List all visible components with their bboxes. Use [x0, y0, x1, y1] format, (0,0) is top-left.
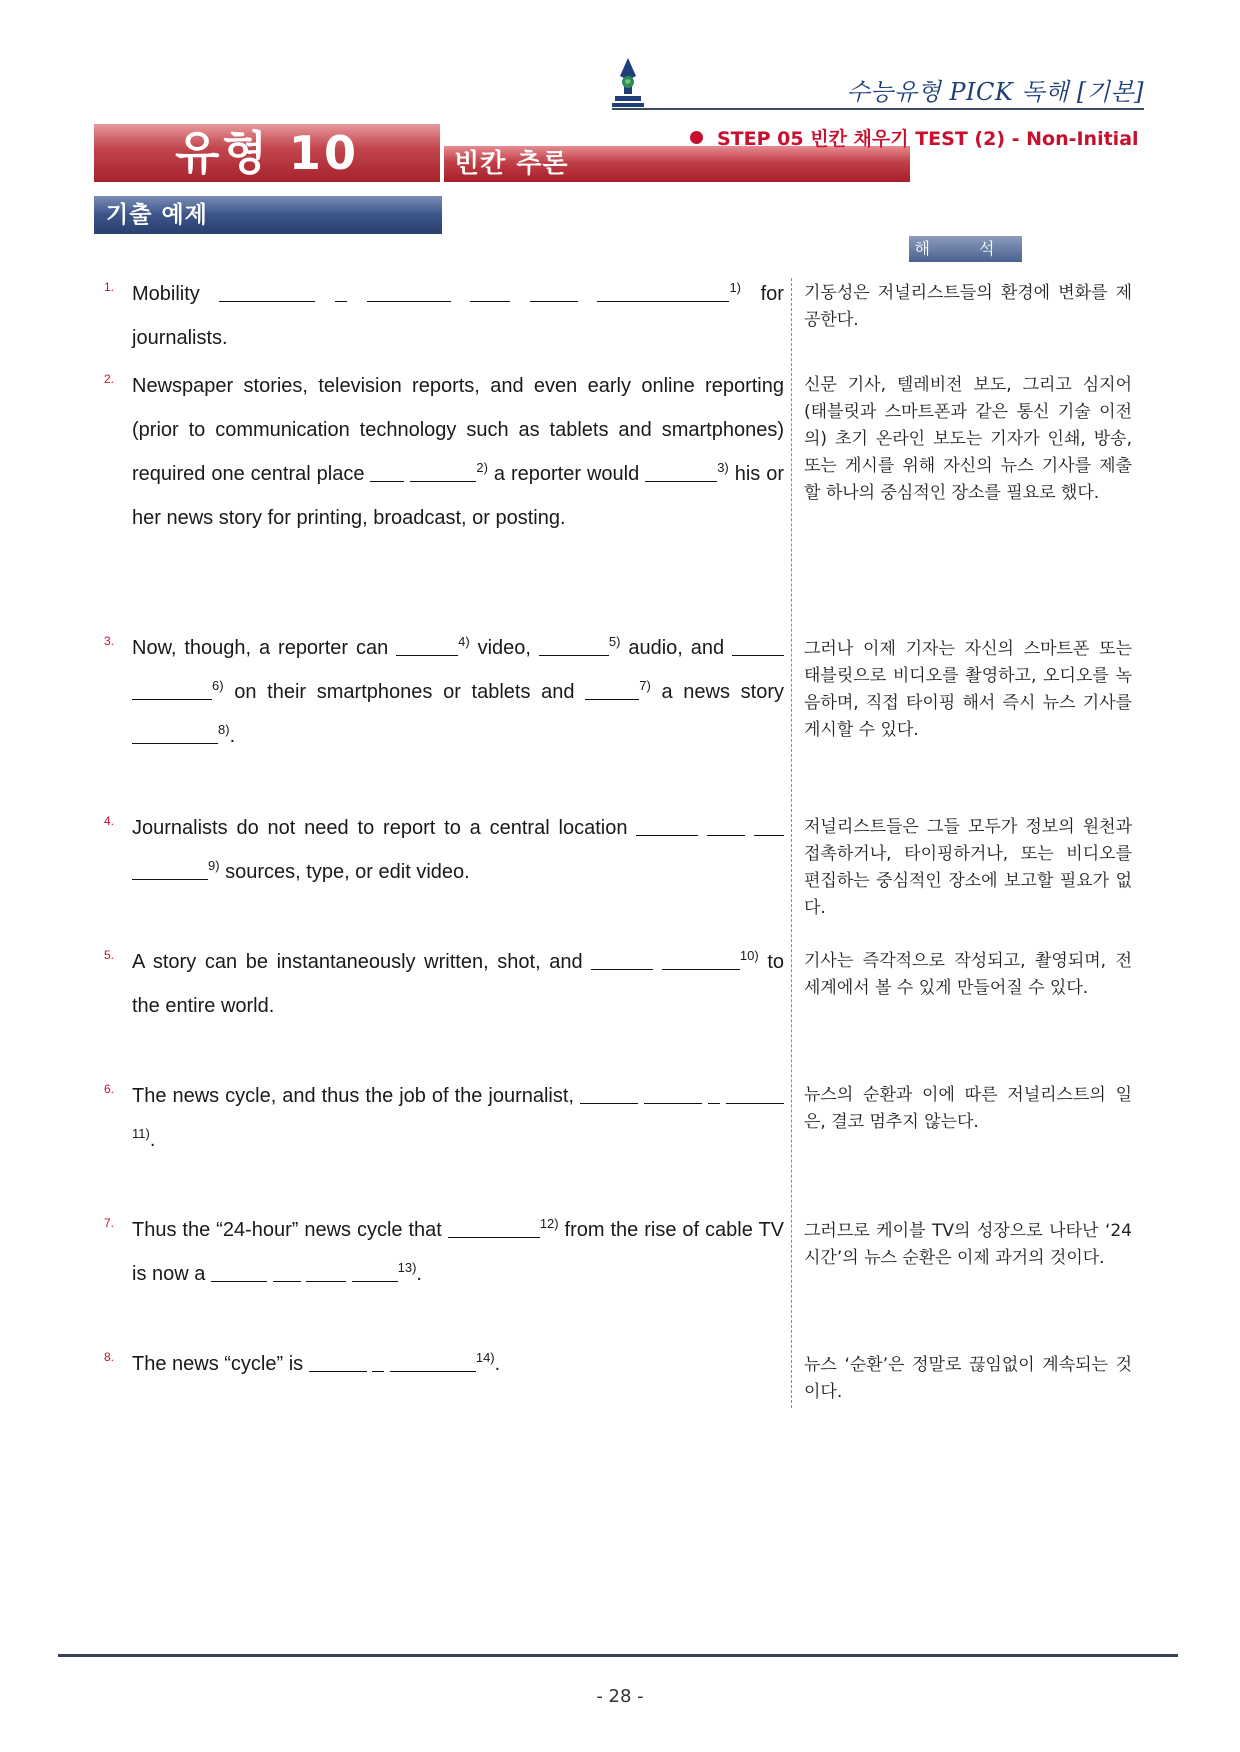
footer-rule [58, 1654, 1178, 1657]
question-text: . [149, 1129, 156, 1151]
question-8 [104, 1342, 784, 1386]
blank-number: 8) [218, 722, 230, 737]
blank[interactable] [132, 858, 208, 880]
korean-translation-6: 뉴스의 순환과 이에 따른 저널리스트의 일은, 결코 멈추지 않는다. [804, 1085, 1132, 1132]
question-3 [104, 626, 784, 758]
question-2 [104, 364, 784, 540]
step-text: STEP 05 빈칸 채우기 TEST (2) - Non-Initial [717, 128, 1139, 150]
blank[interactable] [580, 1082, 638, 1104]
blank[interactable] [372, 1350, 384, 1372]
question-text: from the rise of cable TV is now a [132, 1219, 784, 1285]
korean-translation-4: 저널리스트들은 그들 모두가 정보의 원천과 접촉하거나, 타이핑하거나, 또는 비디오를 편집하는 중심적인 장소에 보고할 필요가 없다. [804, 817, 1132, 918]
blank-number: 2) [476, 460, 488, 475]
type-title: 유형 10 [94, 124, 440, 182]
question-5 [104, 940, 784, 1028]
question-number: 3. [104, 634, 115, 648]
interpretation-label: 해 석 [909, 236, 1022, 262]
column-divider [791, 278, 792, 1408]
blank[interactable] [754, 814, 784, 836]
brand-title: 수능유형 PICK 독해 [기본] [846, 78, 1144, 106]
blank-number: 12) [539, 1216, 559, 1231]
question-text: Journalists do not need to report to a central location [132, 817, 637, 839]
blank-number: 10) [739, 948, 759, 963]
blank[interactable] [591, 948, 653, 970]
question-text: a news story [650, 681, 784, 703]
blank[interactable] [132, 678, 212, 700]
pen-nib-globe-logo [611, 56, 645, 112]
question-text: A story can be instantaneously written, shot, and [132, 951, 592, 973]
blank[interactable] [448, 1216, 540, 1238]
question-6 [104, 1074, 784, 1162]
blank[interactable] [539, 634, 609, 656]
section-heading: 기출 예제 [94, 196, 442, 234]
question-text: Now, though, a reporter can [132, 637, 397, 659]
blank-number: 9) [208, 858, 220, 873]
blank[interactable] [396, 634, 458, 656]
blank-number: 13) [397, 1260, 417, 1275]
korean-translation-2: 신문 기사, 텔레비전 보도, 그리고 심지어 (태블릿과 스마트폰과 같은 통신 기술 이전의) 초기 온라인 보도는 기자가 인쇄, 방송, 또는 게시를 위해 자신의 뉴스 기사를 제출할 하나의 중심적인 장소를 필요로 했다. [804, 375, 1132, 503]
korean-translation-3: 그러나 이제 기자는 자신의 스마트폰 또는 태블릿으로 비디오를 촬영하고, 오디오를 녹음하며, 직접 타이핑 해서 즉시 뉴스 기사를 게시할 수 있다. [804, 639, 1132, 740]
blank[interactable] [211, 1260, 267, 1282]
blank[interactable] [662, 948, 740, 970]
question-text: Thus the “24-hour” news cycle that [132, 1219, 448, 1241]
blank-number: 11) [132, 1126, 150, 1141]
question-text: . [494, 1353, 501, 1375]
question-1 [104, 272, 784, 360]
blank[interactable] [636, 814, 698, 836]
blank[interactable] [306, 1260, 346, 1282]
korean-translation-7: 그러므로 케이블 TV의 성장으로 나타난 ‘24시간’의 뉴스 순환은 이제 과거의 것이다. [804, 1221, 1132, 1268]
bullet-dot-icon [690, 131, 703, 144]
blank-number: 5) [608, 634, 621, 649]
question-text: on their smartphones or tablets and [223, 681, 586, 703]
question-text: The news “cycle” is [132, 1353, 309, 1375]
blank[interactable] [273, 1260, 301, 1282]
header-rule [612, 108, 1144, 110]
blank[interactable] [219, 280, 315, 302]
question-text: for journalists. [132, 283, 784, 349]
question-7 [104, 1208, 784, 1296]
korean-translation-5: 기사는 즉각적으로 작성되고, 촬영되며, 전 세계에서 볼 수 있게 만들어질 수 있다. [804, 951, 1132, 998]
question-number: 6. [104, 1082, 115, 1096]
question-number: 5. [104, 948, 115, 962]
blank[interactable] [585, 678, 639, 700]
question-text: to the entire world. [132, 951, 784, 1017]
question-number: 1. [104, 280, 115, 294]
question-text: his or her news story for printing, broadcast, or posting. [132, 463, 785, 529]
korean-translation-8: 뉴스 ‘순환’은 정말로 끊임없이 계속되는 것이다. [804, 1355, 1132, 1402]
blank[interactable] [708, 1082, 720, 1104]
question-number: 8. [104, 1350, 115, 1364]
question-text: Newspaper stories, television reports, and even early online reporting (prior to communication technology such as tablets and smartphones) required one central place [132, 375, 784, 485]
blank[interactable] [410, 460, 476, 482]
blank[interactable] [352, 1260, 398, 1282]
step-heading [690, 124, 1139, 151]
question-text: . [229, 725, 236, 747]
blank-number: 4) [458, 634, 470, 649]
korean-translation-1: 기동성은 저널리스트들의 환경에 변화를 제공한다. [804, 283, 1132, 330]
blank[interactable] [367, 280, 451, 302]
blank[interactable] [645, 460, 717, 482]
question-4 [104, 806, 784, 894]
question-text: video, [469, 637, 539, 659]
blank[interactable] [597, 280, 729, 302]
blank-number: 7) [639, 678, 651, 693]
page-number: - 28 - [596, 1686, 644, 1707]
blank[interactable] [370, 460, 404, 482]
type-subtitle: 빈칸 추론 [444, 146, 910, 182]
blank[interactable] [726, 1082, 784, 1104]
question-text: sources, type, or edit video. [219, 861, 470, 883]
blank[interactable] [707, 814, 745, 836]
blank[interactable] [335, 280, 347, 302]
blank-number: 3) [717, 460, 729, 475]
question-text: The news cycle, and thus the job of the journalist, [132, 1085, 580, 1107]
question-number: 7. [104, 1216, 115, 1230]
question-text: Mobility [132, 283, 220, 305]
blank[interactable] [732, 634, 784, 656]
blank[interactable] [309, 1350, 367, 1372]
blank-number: 14) [475, 1350, 495, 1365]
question-text: . [416, 1263, 422, 1285]
question-number: 2. [104, 372, 115, 386]
blank[interactable] [644, 1082, 702, 1104]
blank[interactable] [530, 280, 578, 302]
blank[interactable] [390, 1350, 476, 1372]
question-number: 4. [104, 814, 115, 828]
question-text: a reporter would [487, 463, 646, 485]
blank[interactable] [132, 722, 218, 744]
blank-number: 6) [212, 678, 224, 693]
blank-number: 1) [729, 280, 742, 295]
blank[interactable] [470, 280, 510, 302]
question-text: audio, and [620, 637, 733, 659]
